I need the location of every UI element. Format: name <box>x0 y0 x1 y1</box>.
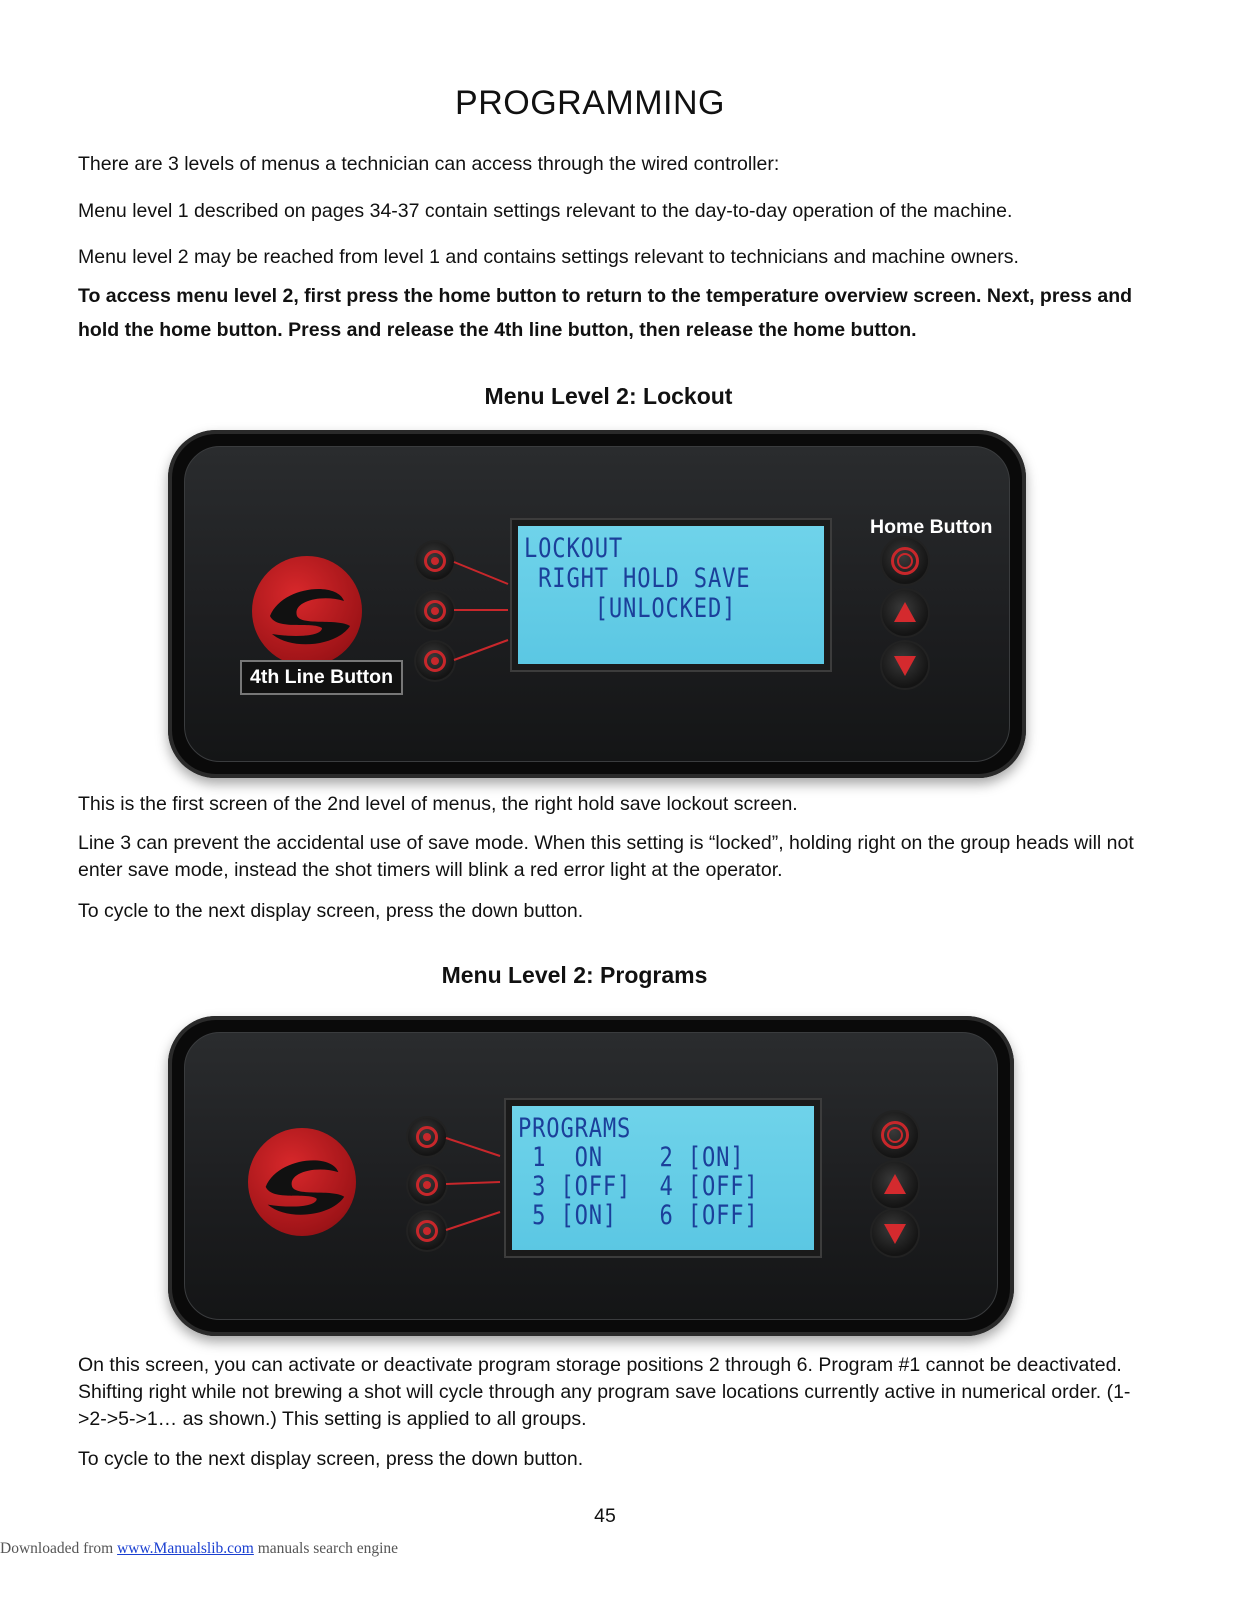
access-instructions: To access menu level 2, first press the home button to return to the temperature overview screen. Next, press and hold the home button. Press and release the 4th line button, then release the home button. <box>78 285 1133 341</box>
programs-description-2: To cycle to the next display screen, press the down button. <box>78 1448 584 1470</box>
lcd-display-lockout <box>512 520 830 670</box>
page-title: PROGRAMMING <box>455 84 725 122</box>
down-button[interactable] <box>872 1210 918 1256</box>
up-arrow-icon <box>894 602 916 622</box>
line-4-button[interactable] <box>416 642 454 680</box>
home-button[interactable] <box>882 538 928 584</box>
up-arrow-icon <box>884 1174 906 1194</box>
controller-panel-programs <box>168 1016 1014 1336</box>
intro-paragraph-1: There are 3 levels of menus a technician can access through the wired controller: <box>78 153 780 175</box>
up-button[interactable] <box>882 590 928 636</box>
down-arrow-icon <box>894 656 916 676</box>
footer-prefix: Downloaded from <box>0 1540 118 1557</box>
line-3-button[interactable] <box>416 592 454 630</box>
up-button[interactable] <box>872 1162 918 1208</box>
down-arrow-icon <box>884 1224 906 1244</box>
intro-paragraph-3: Menu level 2 may be reached from level 1 and contains settings relevant to technicians and machine owners. <box>78 246 1019 268</box>
intro-paragraph-2: Menu level 1 described on pages 34-37 contain settings relevant to the day-to-day operation of the machine. <box>78 200 1013 222</box>
lcd-line-2: RIGHT HOLD SAVE <box>524 563 751 594</box>
lcd-line-3: [UNLOCKED] <box>524 593 737 624</box>
line-2-button[interactable] <box>416 542 454 580</box>
section-heading-programs: Menu Level 2: Programs <box>441 962 708 988</box>
lockout-description-2: Line 3 can prevent the accidental use of save mode. When this setting is “locked”, holding right on the group heads will not enter save mode, instead the shot timers will blink a red error light at the operator. <box>78 832 1134 881</box>
footer-suffix: manuals search engine <box>253 1540 399 1557</box>
4th-line-button-label: 4th Line Button <box>240 660 403 695</box>
logo-swoosh-icon <box>248 1128 356 1236</box>
lcd-line-1: PROGRAMS <box>518 1113 632 1144</box>
brand-logo <box>248 1128 356 1236</box>
lcd-line-4: 5 [ON] 6 [OFF] <box>518 1200 759 1231</box>
line-2-button[interactable] <box>408 1118 446 1156</box>
line-3-button[interactable] <box>408 1166 446 1204</box>
footer-credit <box>0 1540 398 1558</box>
home-button-label: Home Button <box>870 516 993 538</box>
lcd-line-3: 3 [OFF] 4 [OFF] <box>518 1171 759 1202</box>
controller-panel-lockout <box>168 430 1026 778</box>
page-number: 45 <box>594 1505 616 1527</box>
line-4-button[interactable] <box>408 1212 446 1250</box>
home-button[interactable] <box>872 1112 918 1158</box>
brand-logo <box>252 556 362 666</box>
down-button[interactable] <box>882 642 928 688</box>
manualslib-link[interactable]: www.Manualslib.com <box>117 1540 254 1557</box>
lcd-line-1: LOCKOUT <box>524 533 624 564</box>
lockout-description-3: To cycle to the next display screen, press the down button. <box>78 900 584 922</box>
programs-description-1: On this screen, you can activate or deactivate program storage positions 2 through 6. Program #1 cannot be deactivated. Shifting right while not brewing a shot will cycle through any program save locations currently active in numerical order. (1->2->5->1… as shown.) This setting is applied to all groups. <box>78 1354 1131 1430</box>
lcd-line-2: 1 ON 2 [ON] <box>518 1142 745 1173</box>
lockout-description-1: This is the first screen of the 2nd level of menus, the right hold save lockout screen. <box>78 793 798 815</box>
logo-swoosh-icon <box>252 556 362 666</box>
section-heading-lockout: Menu Level 2: Lockout <box>484 383 733 409</box>
line-connector-icon <box>444 1126 514 1236</box>
lcd-display-programs <box>506 1100 820 1256</box>
